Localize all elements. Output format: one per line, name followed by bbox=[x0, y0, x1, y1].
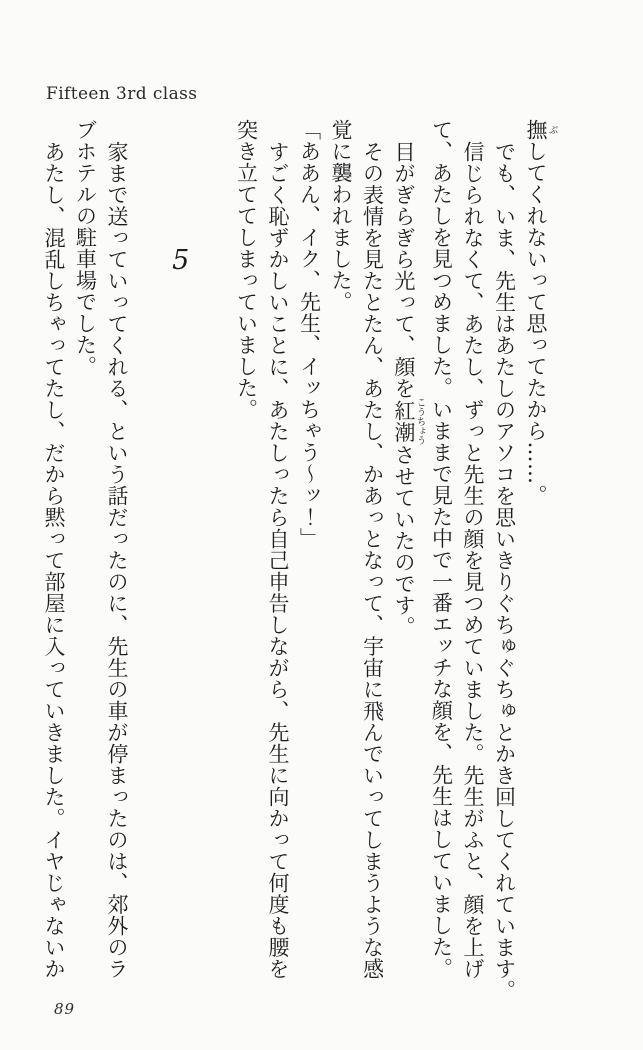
section-break bbox=[132, 119, 230, 1024]
text-line: あたし、混乱しちゃってたし、だから黙って部屋に入っていきました。イヤじゃないか bbox=[42, 141, 66, 980]
vertical-text-body bbox=[38, 119, 558, 1024]
section-number: 5 bbox=[172, 245, 190, 276]
text-line: その表情を見たとたん、あたし、かあっとなって、宇宙に飛んでいってしまうような感 bbox=[360, 141, 385, 980]
text-line: 覚に襲われました。 bbox=[329, 119, 353, 313]
text-line: でも、いま、先生はあたしのアソコを思いきりぐちゅぐちゅとかき回してくれています。 bbox=[492, 141, 517, 1001]
page-number: 89 bbox=[54, 1000, 76, 1018]
text-line: 家まで送っていってくれる、という話だったのに、先生の車が停まったのは、郊外のラ bbox=[105, 141, 129, 980]
text-line: て、あたしを見つめました。いままで見た中で一番エッチな顔を、先生はしていました。 bbox=[429, 119, 454, 979]
text-line: 目がぎらぎら光って、顔を紅潮こうちょうさせていたのです。 bbox=[392, 141, 426, 638]
text-line-dialogue: 「ああん、イク、先生、イッちゃう〜ッ！」 bbox=[297, 119, 322, 549]
text-line: ブホテルの駐車場でした。 bbox=[73, 119, 98, 377]
text-line: 撫ぶしてくれないって思ってたから……。 bbox=[524, 119, 558, 506]
text-line: 突き立ててしまっていました。 bbox=[234, 119, 259, 420]
text-line: すごく恥ずかしいことに、あたしったら自己申告しながら、先生に向かって何度も腰を bbox=[266, 141, 290, 980]
text-line: 信じられなくて、あたし、ずっと先生の顔を見つめていました。先生がふと、顔を上げ bbox=[461, 141, 485, 980]
running-header-title: Fifteen 3rd class bbox=[46, 84, 198, 104]
